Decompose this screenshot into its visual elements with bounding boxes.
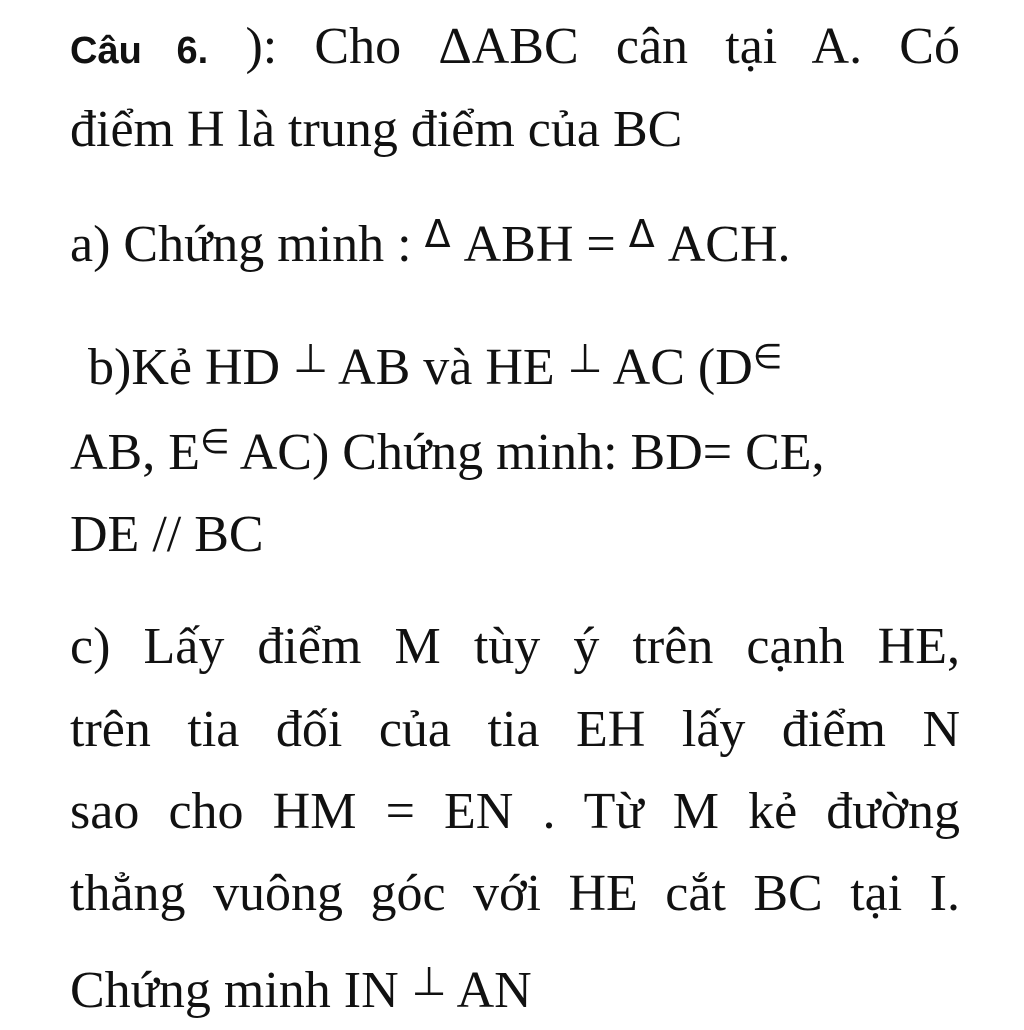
part-b-line2 [70,423,960,488]
part-a-text-3: ACH. [654,216,791,273]
part-c-line1: c) Lấy điểm M tùy ý trên cạnh HE, [70,618,960,675]
part-a-text-1: a) Chứng minh : [70,216,425,273]
question-intro-line2: điểm H là trung điểm của BC [70,101,683,158]
question-intro-line1: ): Cho ΔABC cân tại A. Có [208,18,960,75]
perpendicular-symbol: ⊥ [293,336,328,382]
triangle-symbol: Δ [424,212,451,256]
part-c-line5 [70,961,960,1024]
part-b-text-4: AB, E [70,424,200,481]
part-a-text-2: ABH = [450,216,629,273]
part-b-line3: DE // BC [70,506,264,563]
element-of-symbol: ∈ [200,422,230,462]
part-b-text-5: AC) Chứng minh: BD= CE, [229,424,825,481]
part-b-line1 [88,338,948,403]
question-heading-line [70,17,960,81]
part-c-line3: sao cho HM = EN . Từ M kẻ đường [70,783,960,840]
element-of-symbol: ∈ [752,337,783,377]
part-b-text-3: AC (D [602,339,753,396]
question-label: Câu 6. [70,30,209,72]
perpendicular-symbol: ⊥ [567,336,603,382]
part-b-text-2: AB và HE [327,339,568,396]
part-c-line2: trên tia đối của tia EH lấy điểm N [70,701,960,758]
part-c-text-5b: AN [446,962,532,1019]
triangle-symbol: Δ [628,212,655,256]
part-b-text-1: b)Kẻ HD [88,339,294,396]
part-c-line4: thẳng vuông góc với HE cắt BC tại I. [70,865,960,922]
part-c-text-5a: Chứng minh IN [70,962,412,1019]
perpendicular-symbol: ⊥ [411,959,447,1005]
part-a-line [70,212,960,278]
